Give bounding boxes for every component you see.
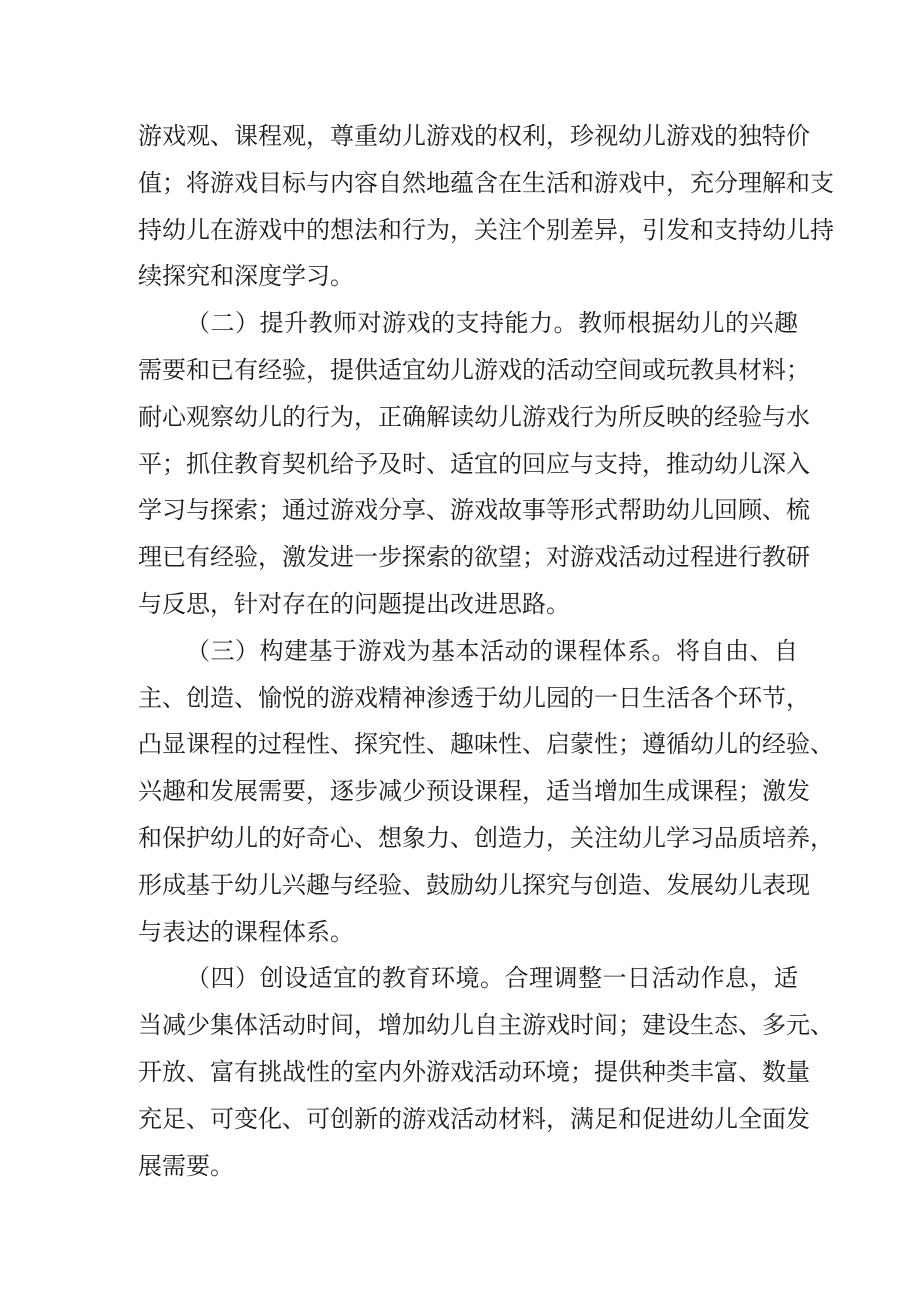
text-line: 当减少集体活动时间，增加幼儿自主游戏时间；建设生态、多元、 (138, 1011, 834, 1040)
text-line: 与反思，针对存在的问题提出改进思路。 (138, 589, 570, 618)
text-line: 学习与探索；通过游戏分享、游戏故事等形式帮助幼儿回顾、梳 (138, 496, 810, 525)
text-line: 续探究和深度学习。 (138, 262, 354, 291)
text-line: 游戏观、课程观，尊重幼儿游戏的权利，珍视幼儿游戏的独特价 (138, 122, 810, 150)
text-line: 开放、富有挑战性的室内外游戏活动环境；提供种类丰富、数量 (138, 1057, 810, 1086)
text-line: （二）提升教师对游戏的支持能力。教师根据幼儿的兴趣 (186, 309, 798, 338)
text-line: 主、创造、愉悦的游戏精神渗透于幼儿园的一日生活各个环节， (138, 683, 810, 712)
paragraph-3 (138, 628, 834, 956)
text-line: 展需要。 (138, 1151, 234, 1180)
text-line: 值；将游戏目标与内容自然地蕴含在生活和游戏中，充分理解和支 (138, 168, 834, 197)
paragraph-2 (138, 300, 810, 628)
paragraph-1 (138, 113, 834, 300)
text-line: （四）创设适宜的教育环境。合理调整一日活动作息，适 (186, 964, 798, 993)
text-line: 理已有经验，激发进一步探索的欲望；对游戏活动过程进行教研 (138, 543, 810, 572)
text-line: （三）构建基于游戏为基本活动的课程体系。将自由、自 (186, 636, 798, 665)
text-line: 和保护幼儿的好奇心、想象力、创造力，关注幼儿学习品质培养， (138, 823, 834, 852)
text-line: 形成基于幼儿兴趣与经验、鼓励幼儿探究与创造、发展幼儿表现 (138, 870, 810, 899)
text-line: 与表达的课程体系。 (138, 917, 354, 946)
text-line: 兴趣和发展需要，逐步减少预设课程，适当增加生成课程；激发 (138, 777, 810, 806)
document-body (138, 113, 834, 1189)
text-line: 持幼儿在游戏中的想法和行为，关注个别差异，引发和支持幼儿持 (138, 215, 834, 244)
paragraph-4 (138, 955, 834, 1189)
text-line: 充足、可变化、可创新的游戏活动材料，满足和促进幼儿全面发 (138, 1104, 810, 1133)
text-line: 耐心观察幼儿的行为，正确解读幼儿游戏行为所反映的经验与水 (138, 402, 810, 431)
text-line: 平；抓住教育契机给予及时、适宜的回应与支持，推动幼儿深入 (138, 449, 810, 478)
text-line: 需要和已有经验，提供适宜幼儿游戏的活动空间或玩教具材料； (138, 355, 810, 384)
text-line: 凸显课程的过程性、探究性、趣味性、启蒙性；遵循幼儿的经验、 (138, 730, 834, 759)
